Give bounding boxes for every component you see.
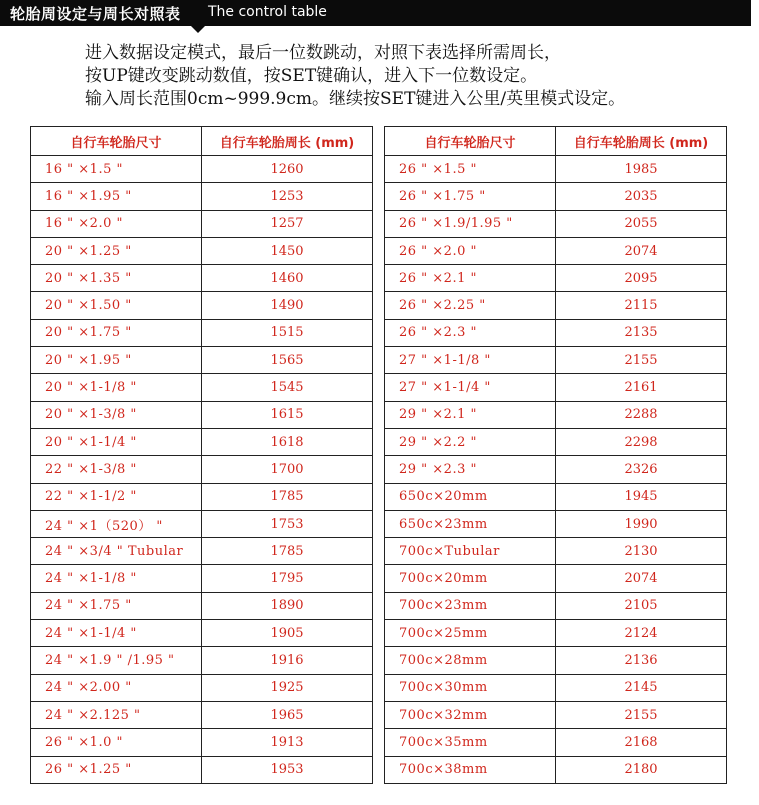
table-row <box>385 183 727 210</box>
table-header-row <box>385 127 727 156</box>
table-row <box>385 701 727 728</box>
circumference-cell: 1890 <box>202 592 373 619</box>
table-row <box>385 374 727 401</box>
circumference-cell: 2095 <box>556 265 727 292</box>
table-row <box>31 538 373 565</box>
table-row <box>385 265 727 292</box>
tire-size-cell: 26 " ×1.5 " <box>385 156 556 183</box>
tire-size-cell: 24 " ×2.00 " <box>31 674 202 701</box>
table-header-row <box>31 127 373 156</box>
circumference-cell: 1545 <box>202 374 373 401</box>
tire-size-cell: 26 " ×1.25 " <box>31 756 202 783</box>
table-row <box>31 620 373 647</box>
table-row <box>385 620 727 647</box>
circumference-cell: 1785 <box>202 483 373 510</box>
circumference-cell: 1490 <box>202 292 373 319</box>
table-row <box>385 292 727 319</box>
tire-size-cell: 27 " ×1-1/8 " <box>385 347 556 374</box>
tire-size-cell: 24 " ×1（520） " <box>31 510 202 537</box>
tire-size-cell: 20 " ×1.75 " <box>31 319 202 346</box>
circumference-cell: 1905 <box>202 620 373 647</box>
tire-size-cell: 26 " ×2.25 " <box>385 292 556 319</box>
table-row <box>385 456 727 483</box>
tire-size-cell: 22 " ×1-1/2 " <box>31 483 202 510</box>
tire-size-cell: 700c×28mm <box>385 647 556 674</box>
circumference-cell: 2136 <box>556 647 727 674</box>
tire-size-cell: 16 " ×1.95 " <box>31 183 202 210</box>
tire-size-cell: 24 " ×1-1/4 " <box>31 620 202 647</box>
circumference-cell: 2055 <box>556 210 727 237</box>
instructions <box>85 42 625 111</box>
circumference-cell: 1785 <box>202 538 373 565</box>
table-row <box>31 674 373 701</box>
circumference-cell: 2145 <box>556 674 727 701</box>
table-row <box>31 483 373 510</box>
tire-size-cell: 16 " ×2.0 " <box>31 210 202 237</box>
tire-size-cell: 700c×38mm <box>385 756 556 783</box>
table-row <box>385 210 727 237</box>
header-bar <box>0 0 751 26</box>
table-row <box>31 183 373 210</box>
tire-size-cell: 20 " ×1.95 " <box>31 347 202 374</box>
header-tire-size: 自行车轮胎尺寸 <box>31 127 202 156</box>
tire-size-cell: 700c×32mm <box>385 701 556 728</box>
table-row <box>31 210 373 237</box>
tire-size-cell: 26 " ×1.75 " <box>385 183 556 210</box>
tire-size-cell: 26 " ×2.1 " <box>385 265 556 292</box>
tire-size-cell: 29 " ×2.3 " <box>385 456 556 483</box>
table-row <box>31 510 373 537</box>
table-row <box>385 156 727 183</box>
circumference-cell: 2130 <box>556 538 727 565</box>
tire-size-cell: 29 " ×2.1 " <box>385 401 556 428</box>
circumference-cell: 1925 <box>202 674 373 701</box>
tire-size-cell: 700c×23mm <box>385 592 556 619</box>
table-row <box>31 565 373 592</box>
header-circumference: 自行车轮胎周长 (mm) <box>202 127 373 156</box>
tire-size-cell: 650c×23mm <box>385 510 556 537</box>
tire-size-cell: 24 " ×1.75 " <box>31 592 202 619</box>
table-row <box>31 756 373 783</box>
circumference-cell: 1916 <box>202 647 373 674</box>
circumference-cell: 1615 <box>202 401 373 428</box>
table-row <box>385 237 727 264</box>
table-row <box>31 701 373 728</box>
table-row <box>385 565 727 592</box>
circumference-cell: 2326 <box>556 456 727 483</box>
circumference-cell: 2155 <box>556 347 727 374</box>
tire-size-cell: 26 " ×1.0 " <box>31 729 202 756</box>
tire-size-cell: 650c×20mm <box>385 483 556 510</box>
tire-size-cell: 20 " ×1-1/8 " <box>31 374 202 401</box>
page-title: 轮胎周设定与周长对照表 <box>10 5 181 23</box>
tire-size-cell: 700c×35mm <box>385 729 556 756</box>
tire-size-cell: 24 " ×2.125 " <box>31 701 202 728</box>
circumference-cell: 2180 <box>556 756 727 783</box>
circumference-cell: 1460 <box>202 265 373 292</box>
instruction-line: 按UP键改变跳动数值，按SET键确认，进入下一位数设定。 <box>85 66 538 86</box>
table-row <box>385 319 727 346</box>
circumference-cell: 2161 <box>556 374 727 401</box>
table-row <box>31 347 373 374</box>
table-row <box>31 319 373 346</box>
tire-size-cell: 27 " ×1-1/4 " <box>385 374 556 401</box>
circumference-cell: 2115 <box>556 292 727 319</box>
tire-size-cell: 20 " ×1.35 " <box>31 265 202 292</box>
circumference-cell: 1990 <box>556 510 727 537</box>
circumference-cell: 2035 <box>556 183 727 210</box>
circumference-cell: 1795 <box>202 565 373 592</box>
table-row <box>385 647 727 674</box>
circumference-cell: 1260 <box>202 156 373 183</box>
table-row <box>385 729 727 756</box>
circumference-cell: 1253 <box>202 183 373 210</box>
table-row <box>31 428 373 455</box>
tire-size-cell: 20 " ×1-3/8 " <box>31 401 202 428</box>
tire-size-cell: 26 " ×1.9/1.95 " <box>385 210 556 237</box>
circumference-cell: 1565 <box>202 347 373 374</box>
table-row <box>385 756 727 783</box>
table-row <box>31 237 373 264</box>
tire-size-cell: 20 " ×1.25 " <box>31 237 202 264</box>
circumference-cell: 1965 <box>202 701 373 728</box>
circumference-cell: 2298 <box>556 428 727 455</box>
circumference-cell: 2074 <box>556 237 727 264</box>
circumference-cell: 1753 <box>202 510 373 537</box>
circumference-cell: 2074 <box>556 565 727 592</box>
tire-size-cell: 24 " ×1.9 " /1.95 " <box>31 647 202 674</box>
tire-size-cell: 20 " ×1.50 " <box>31 292 202 319</box>
circumference-cell: 1985 <box>556 156 727 183</box>
tire-size-cell: 24 " ×3/4 " Tubular <box>31 538 202 565</box>
table-row <box>385 401 727 428</box>
tire-size-cell: 700c×20mm <box>385 565 556 592</box>
circumference-cell: 2155 <box>556 701 727 728</box>
tire-size-cell: 26 " ×2.3 " <box>385 319 556 346</box>
table-row <box>31 401 373 428</box>
tire-size-cell: 20 " ×1-1/4 " <box>31 428 202 455</box>
table-row <box>385 428 727 455</box>
circumference-cell: 2105 <box>556 592 727 619</box>
tire-size-cell: 700c×Tubular <box>385 538 556 565</box>
circumference-cell: 1913 <box>202 729 373 756</box>
tire-size-cell: 700c×30mm <box>385 674 556 701</box>
table-row <box>31 729 373 756</box>
circumference-cell: 2168 <box>556 729 727 756</box>
table-row <box>31 456 373 483</box>
table-row <box>31 265 373 292</box>
circumference-cell: 1618 <box>202 428 373 455</box>
tire-size-cell: 700c×25mm <box>385 620 556 647</box>
tire-size-cell: 29 " ×2.2 " <box>385 428 556 455</box>
tire-size-cell: 16 " ×1.5 " <box>31 156 202 183</box>
tire-table-right <box>384 126 727 784</box>
page-subtitle: The control table <box>208 4 327 20</box>
table-row <box>31 647 373 674</box>
tire-table-left <box>30 126 373 784</box>
table-row <box>31 292 373 319</box>
circumference-cell: 2124 <box>556 620 727 647</box>
circumference-cell: 1515 <box>202 319 373 346</box>
table-row <box>31 374 373 401</box>
table-row <box>31 156 373 183</box>
instruction-line: 进入数据设定模式，最后一位数跳动，对照下表选择所需周长， <box>85 43 561 63</box>
circumference-cell: 1953 <box>202 756 373 783</box>
table-row <box>385 510 727 537</box>
header-pointer <box>191 26 205 33</box>
circumference-cell: 1700 <box>202 456 373 483</box>
circumference-cell: 2288 <box>556 401 727 428</box>
table-row <box>385 592 727 619</box>
header-tire-size: 自行车轮胎尺寸 <box>385 127 556 156</box>
tire-size-cell: 22 " ×1-3/8 " <box>31 456 202 483</box>
table-row <box>385 347 727 374</box>
table-row <box>385 674 727 701</box>
table-row <box>385 538 727 565</box>
table-row <box>31 592 373 619</box>
table-row <box>385 483 727 510</box>
circumference-cell: 1450 <box>202 237 373 264</box>
header-circumference: 自行车轮胎周长 (mm) <box>556 127 727 156</box>
circumference-cell: 1945 <box>556 483 727 510</box>
tire-size-cell: 24 " ×1-1/8 " <box>31 565 202 592</box>
circumference-cell: 2135 <box>556 319 727 346</box>
tire-size-cell: 26 " ×2.0 " <box>385 237 556 264</box>
circumference-cell: 1257 <box>202 210 373 237</box>
instruction-line: 输入周长范围0cm~999.9cm。继续按SET键进入公里/英里模式设定。 <box>85 89 626 109</box>
